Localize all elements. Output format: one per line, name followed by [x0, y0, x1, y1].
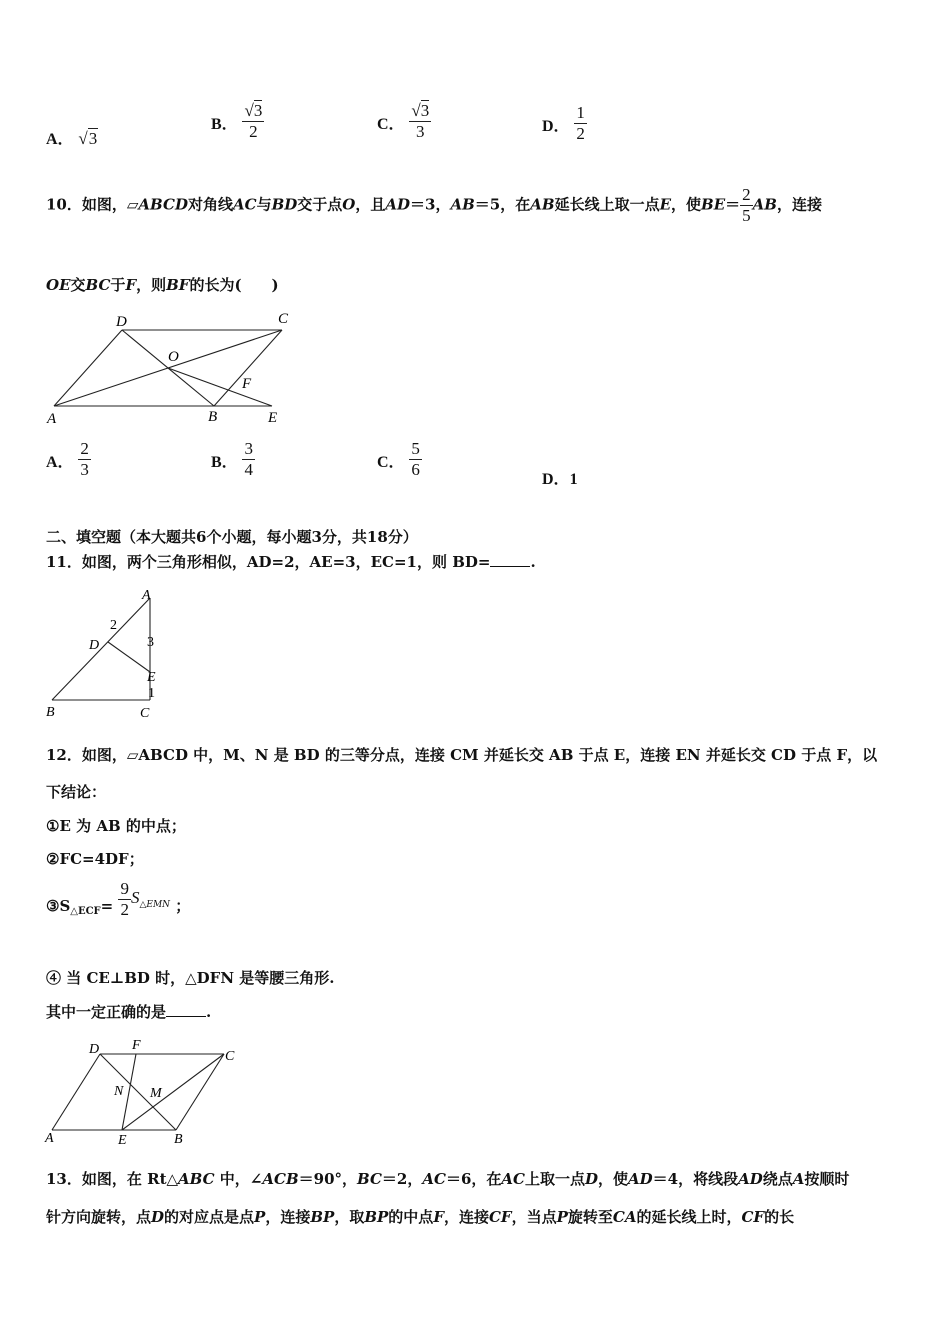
- label-b: B: [208, 409, 218, 425]
- segment-oe: [168, 368, 272, 406]
- q9-option-a: A． √3: [46, 129, 98, 148]
- q12-conclusion-1: ①E 为 AB 的中点；: [46, 817, 186, 835]
- fraction: $\frac{1}{2}$: [576, 103, 585, 143]
- label-a: A: [45, 1131, 54, 1146]
- q13-line1: 13．如图，在 Rt△ABC 中，∠ACB＝90°，BC＝2，AC＝6，在AC上取一点D，使AD＝4，将线段AD绕点A按顺时: [46, 1170, 850, 1188]
- fraction: $\frac{√3}{3}$: [411, 101, 430, 141]
- answer-blank: [490, 554, 530, 567]
- q10-option-b: B． $\frac{3}{4}$: [211, 439, 253, 479]
- segment-ab: [52, 598, 150, 700]
- answer-blank: [166, 1004, 206, 1017]
- q12-ask: 其中一定正确的是 .: [46, 1003, 212, 1021]
- label-f: F: [132, 1038, 141, 1053]
- q11-text: 11．如图，两个三角形相似，AD=2，AE=3，EC=1，则 BD= .: [46, 553, 536, 571]
- q10-option-d: D．1: [542, 471, 578, 488]
- segment-cb: [176, 1054, 224, 1130]
- q10-options: [46, 440, 646, 492]
- fraction: $\frac{9}{2}$: [120, 879, 129, 919]
- q12-parallelogram-figure: [42, 1034, 242, 1150]
- segment-ad: [52, 1054, 100, 1130]
- q12-conclusion-4: ④ 当 CE⊥BD 时，△DFN 是等腰三角形.: [46, 969, 335, 987]
- label-a: A: [47, 411, 57, 427]
- label-e: E: [147, 670, 156, 685]
- q12-conclusion-3: $③S_{\triangle ECF}=$ $\frac{9}{2}$ $S_{\triangle EMN}$ ；: [46, 879, 191, 919]
- section-title: 二、填空题（本大题共6个小题，每小题3分，共18分）: [46, 528, 418, 546]
- q12-line2: 下结论：: [46, 783, 107, 801]
- segment-de: [108, 642, 150, 672]
- label-1: 1: [148, 686, 155, 701]
- label-c: C: [140, 706, 150, 721]
- fraction: $\frac{√3}{2}$: [244, 101, 263, 141]
- q9-option-b: B． $\frac{√3}{2}$: [211, 101, 263, 141]
- label-m: M: [150, 1086, 162, 1101]
- q9-option-d: D． $\frac{1}{2}$: [542, 103, 585, 143]
- q10-parallelogram-figure: [44, 306, 304, 430]
- label-d: D: [89, 1042, 100, 1057]
- label-c: C: [278, 311, 289, 327]
- label-a: A: [142, 588, 151, 603]
- label-f: F: [242, 376, 252, 392]
- fraction: $\frac{5}{6}$: [411, 439, 420, 479]
- label-e: E: [118, 1133, 127, 1148]
- fraction: $\frac{2}{3}$: [80, 439, 89, 479]
- q10-line2: OE交BC于F，则BF的长为( ): [46, 276, 279, 294]
- fraction: $\frac{3}{4}$: [244, 439, 253, 479]
- label-b: B: [46, 705, 55, 720]
- q10-option-a: A． $\frac{2}{3}$: [46, 439, 89, 479]
- q12-conclusion-2: ②FC=4DF；: [46, 850, 144, 868]
- label-b: B: [174, 1132, 183, 1147]
- label-3: 3: [147, 635, 154, 650]
- label-d: D: [116, 314, 127, 330]
- sqrt-value: √3: [78, 129, 98, 148]
- label-e: E: [268, 410, 278, 426]
- q13-line2: 针方向旋转，点D的对应点是点P，连接BP，取BP的中点F，连接CF，当点P旋转至CA的延长线上时，CF的长: [46, 1208, 795, 1226]
- label-2: 2: [110, 618, 117, 633]
- q10-option-c: C． $\frac{5}{6}$: [377, 439, 420, 479]
- label-d: D: [89, 638, 100, 653]
- q9-option-c: C． $\frac{√3}{3}$: [377, 101, 430, 141]
- q9-options: [46, 102, 646, 162]
- label-o: O: [168, 349, 179, 365]
- label-n: N: [114, 1084, 124, 1099]
- q10-line1: 10．如图，▱ABCD对角线AC与BD交于点O，且AD＝3，AB＝5，在AB延长线上取一点E，使BE＝ $\frac{2}{5}$ AB，连接: [46, 185, 823, 225]
- q12-line1: 12．如图，▱ABCD 中，M、N 是 BD 的三等分点，连接 CM 并延长交 AB 于点 E，连接 EN 并延长交 CD 于点 F，以: [46, 746, 878, 764]
- q11-triangle-figure: [42, 588, 164, 722]
- label-c: C: [225, 1049, 235, 1064]
- segment-ef: [122, 1054, 136, 1130]
- fraction: $\frac{2}{5}$: [742, 185, 751, 225]
